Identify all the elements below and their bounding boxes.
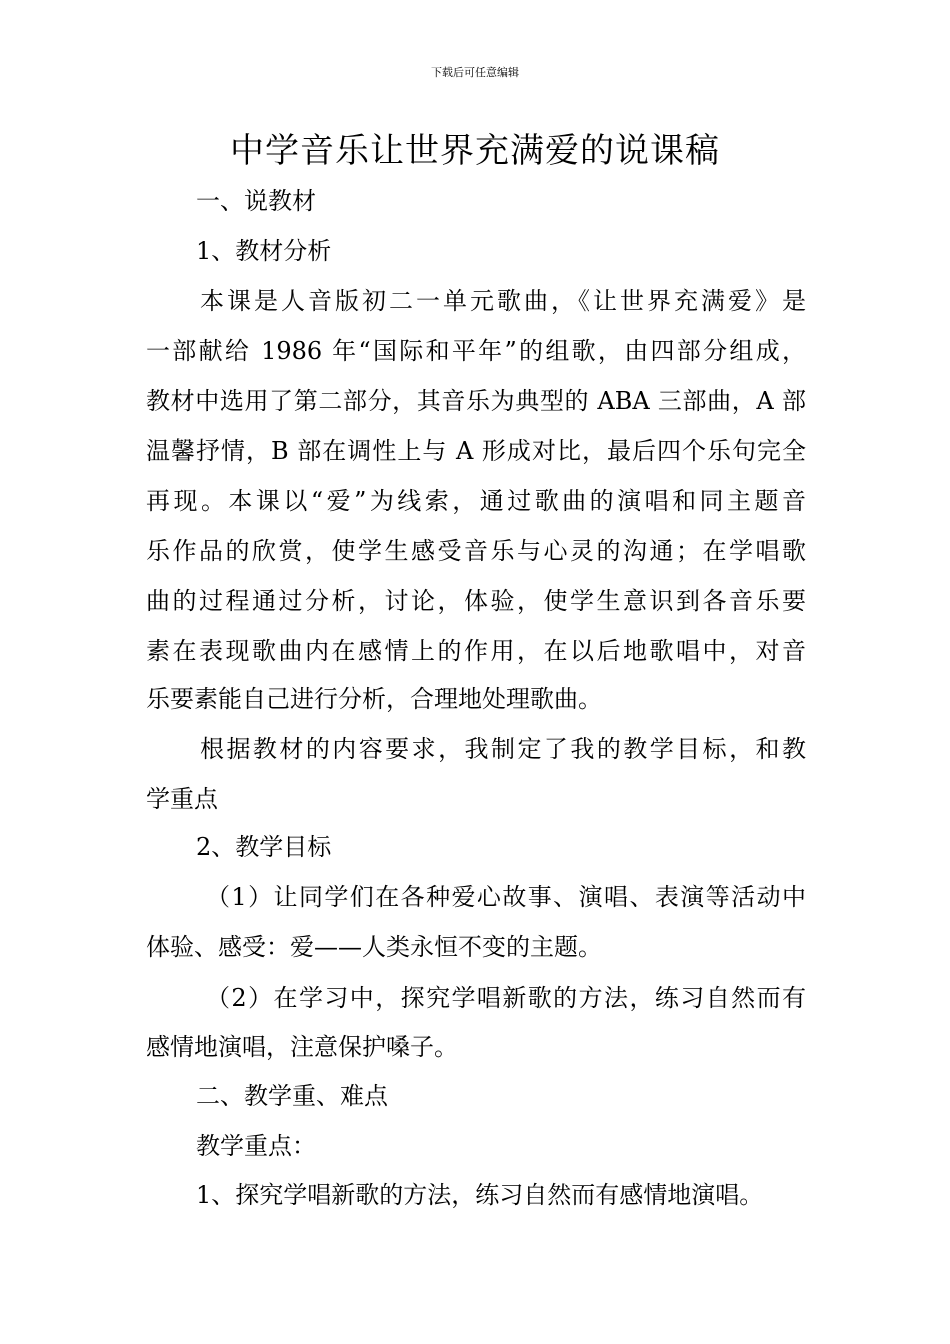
paragraph-1-line-2: 一部献给 1986 年“国际和平年”的组歌，由四部分组成， xyxy=(146,337,806,365)
subsection-heading-2: 2、教学目标 xyxy=(196,833,332,861)
section-heading-2: 二、教学重、难点 xyxy=(196,1082,388,1110)
paragraph-1-line-5: 再现。本课以“爱”为线索，通过歌曲的演唱和同主题音 xyxy=(146,487,806,515)
paragraph-2-line-1: 根据教材的内容要求，我制定了我的教学目标，和教 xyxy=(200,735,806,763)
paragraph-2-line-2: 学重点 xyxy=(146,785,218,813)
goal-1-line-2: 体验、感受：爱——人类永恒不变的主题。 xyxy=(146,933,602,961)
document-title: 中学音乐让世界充满爱的说课稿 xyxy=(230,131,720,171)
goal-1-line-1: （1）让同学们在各种爱心故事、演唱、表演等活动中 xyxy=(206,883,806,911)
paragraph-1-line-9: 乐要素能自己进行分析，合理地处理歌曲。 xyxy=(146,685,602,713)
key-points-heading: 教学重点： xyxy=(196,1132,316,1160)
goal-2-line-2: 感情地演唱，注意保护嗓子。 xyxy=(146,1033,458,1061)
goal-2-line-1: （2）在学习中，探究学唱新歌的方法，练习自然而有 xyxy=(206,984,806,1012)
header-note: 下载后可任意编辑 xyxy=(431,66,519,79)
subsection-heading-1: 1、教材分析 xyxy=(196,237,332,265)
paragraph-1-line-6: 乐作品的欣赏，使学生感受音乐与心灵的沟通；在学唱歌 xyxy=(146,537,806,565)
paragraph-1-line-4: 温馨抒情，B 部在调性上与 A 形成对比，最后四个乐句完全 xyxy=(146,437,806,465)
paragraph-1-line-1: 本课是人音版初二一单元歌曲，《让世界充满爱》是 xyxy=(200,287,806,315)
paragraph-1-line-8: 素在表现歌曲内在感情上的作用，在以后地歌唱中，对音 xyxy=(146,637,806,665)
key-point-1: 1、探究学唱新歌的方法，练习自然而有感情地演唱。 xyxy=(196,1181,764,1209)
section-heading-1: 一、说教材 xyxy=(196,187,316,215)
paragraph-1-line-3: 教材中选用了第二部分，其音乐为典型的 ABA 三部曲，A 部 xyxy=(146,387,806,415)
paragraph-1-line-7: 曲的过程通过分析，讨论，体验，使学生意识到各音乐要 xyxy=(146,587,806,615)
